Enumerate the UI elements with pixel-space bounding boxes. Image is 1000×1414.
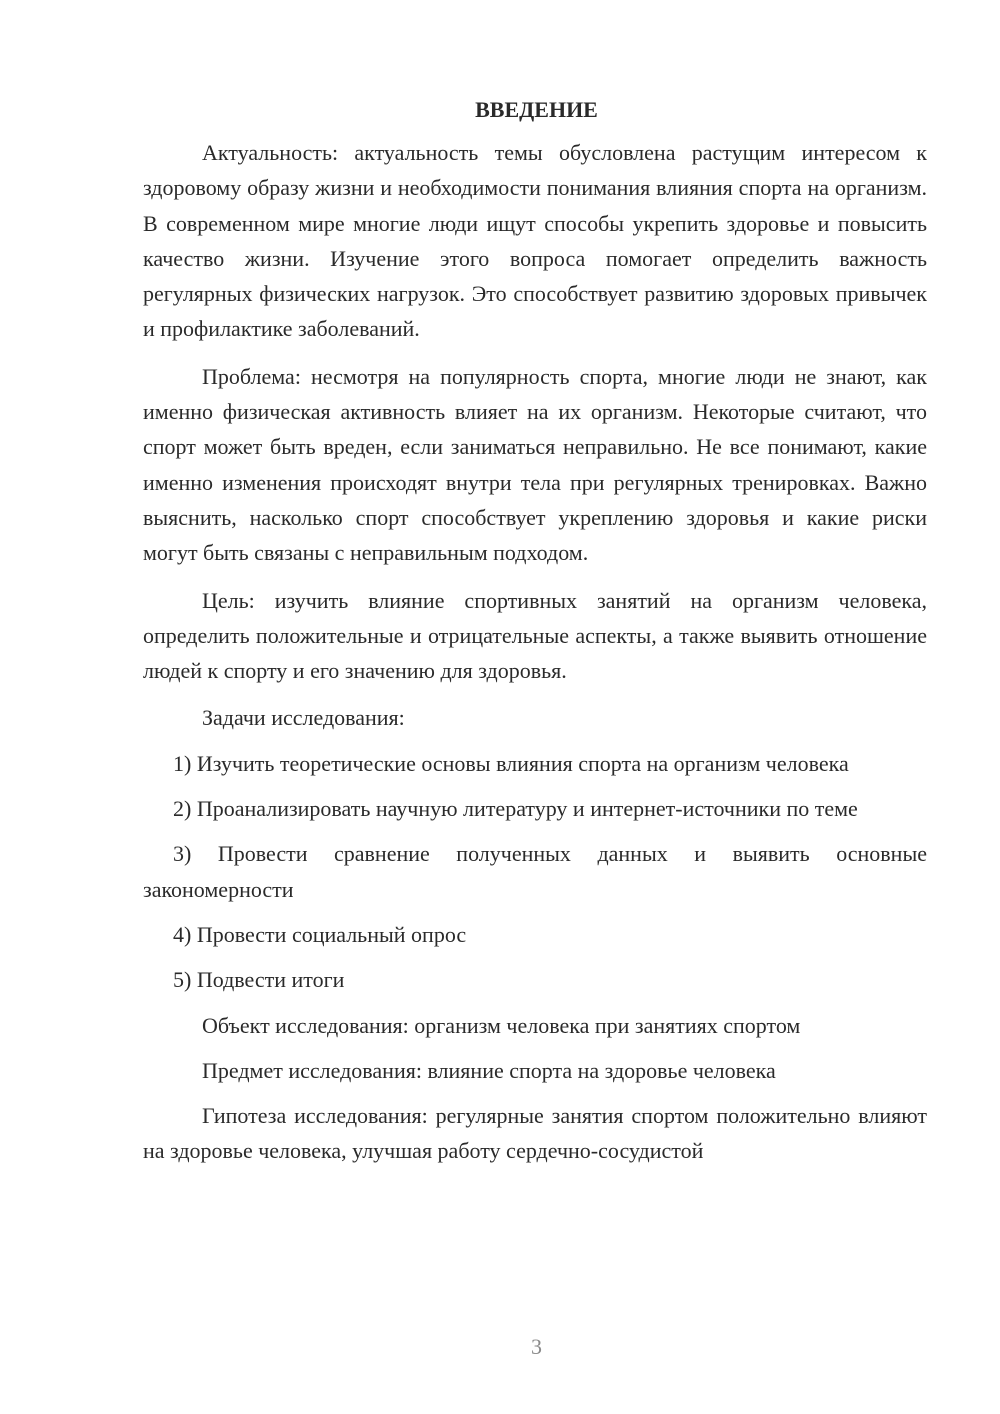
task-item-2: 2) Проанализировать научную литературу и интернет-источники по теме bbox=[173, 796, 858, 822]
task-item-5: 5) Подвести итоги bbox=[173, 967, 345, 993]
page-number: 3 bbox=[531, 1334, 542, 1359]
task-item-1: 1) Изучить теоретические основы влияния спорта на организм человека bbox=[173, 750, 849, 776]
tasks-heading: Задачи исследования: bbox=[202, 705, 405, 731]
page-content bbox=[143, 95, 927, 1181]
relevance-paragraph: Актуальность: актуальность темы обусловлена растущим интересом к здоровому образу жизни и необходимости понимания влияния спорта на организм. В современном мире многие люди ищут способы укрепить здоровье и повысить качество жизни. Изучение этого вопроса помогает определить важность регулярных физических нагрузок. Это способствует развитию здоровых привычек и профилактике заболеваний. bbox=[143, 140, 927, 342]
hypothesis-paragraph: Гипотеза исследования: регулярные занятия спортом положительно влияют на здоровье человека, улучшая работу сердечно-сосудистой bbox=[143, 1103, 927, 1164]
research-object: Объект исследования: организм человека при занятиях спортом bbox=[202, 1012, 801, 1038]
task-item-3: 3) Провести сравнение полученных данных и выявить основные закономерности bbox=[143, 841, 927, 902]
task-item-4: 4) Провести социальный опрос bbox=[173, 921, 467, 947]
goal-paragraph: Цель: изучить влияние спортивных занятий на организм человека, определить положительные и отрицательные аспекты, а также выявить отношение людей к спорту и его значению для здоровья. bbox=[143, 587, 927, 684]
research-subject: Предмет исследования: влияние спорта на здоровье человека bbox=[202, 1057, 776, 1083]
section-heading: ВВЕДЕНИЕ bbox=[475, 97, 598, 122]
problem-paragraph: Проблема: несмотря на популярность спорта, многие люди не знают, как именно физическая активность влияет на их организм. Некоторые считают, что спорт может быть вреден, если заниматься неправильно. Не все понимают, какие именно изменения происходят внутри тела при регулярных тренировках. Важно выяснить, насколько спорт способствует укреплению здоровья и какие риски могут быть связаны с неправильным подходом. bbox=[143, 363, 927, 566]
